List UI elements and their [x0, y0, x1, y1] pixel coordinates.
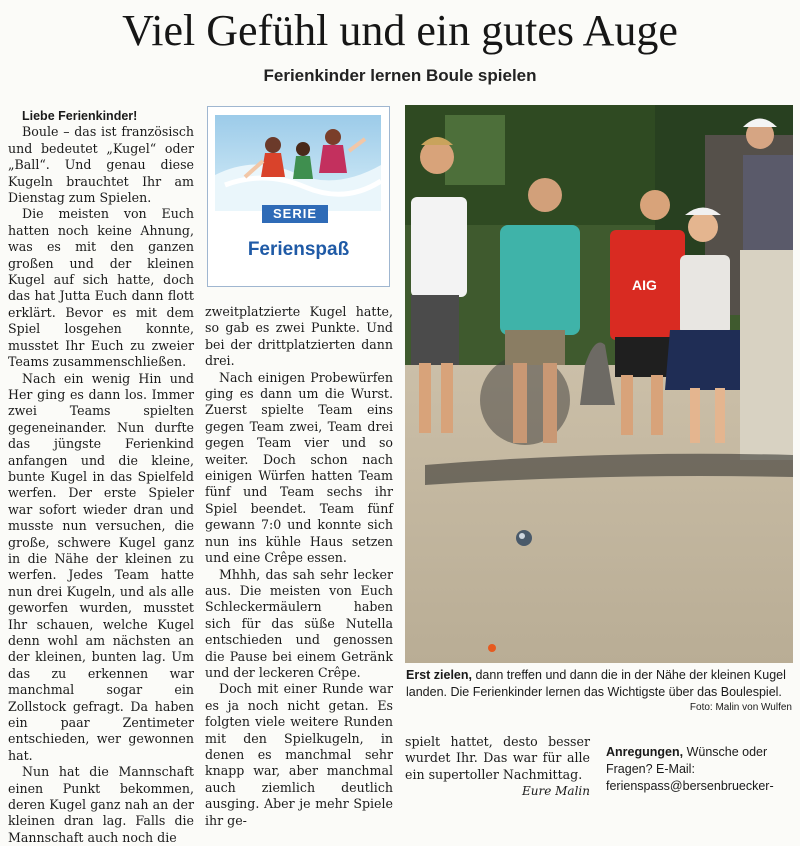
subheadline: Ferienkinder lernen Boule spielen — [263, 66, 537, 85]
serie-photo — [215, 115, 381, 211]
boule-photo — [405, 105, 793, 663]
caption-lead: Erst zielen, — [406, 668, 472, 682]
paragraph: Boule – das ist französisch und bedeutet „Kugel“ oder „Ball“. Und genau diese Kugeln brauchtet Ihr am Dienstag zum Spielen. — [8, 124, 194, 206]
contact-text: Wünsche oder Fragen? E-Mail: ferienspass@bersenbruecker- — [606, 745, 774, 793]
paragraph: Doch mit einer Runde war es ja noch nicht getan. Es folgten viele weitere Runden mit den Spielkugeln, in denen es manchmal sehr knapp war, aber manchmal auch ziemlich deutlich ausging. Aber je mehr Spiele ihr ge- — [205, 681, 393, 828]
caption-text: dann treffen und dann die in der Nähe der kleinen Kugel landen. Die Ferienkinder lernen das Wichtigste über das Boulespiel. — [406, 668, 786, 699]
paragraph: Nun hat die Mannschaft einen Punkt bekommen, deren Kugel ganz nah an der kleinen dran lag. Falls die Mannschaft auch noch die — [8, 764, 194, 845]
serie-tag: SERIE — [262, 205, 328, 223]
article-column-2 — [205, 304, 393, 829]
article-column-1 — [8, 108, 194, 846]
serie-box — [207, 106, 390, 287]
contact-box — [606, 744, 796, 795]
shirt-print: AIG — [632, 277, 657, 293]
headline: Viel Gefühl und ein gutes Auge — [122, 6, 678, 55]
article-column-3 — [405, 734, 590, 800]
paragraph: Nach einigen Probewürfen ging es dann um die Wurst. Zuerst spielte Team eins gegen Team zwei, Team drei gegen Team vier und so weiter. Doch schon nach einigen Würfen hatten Team fünf und Team sechs ihr Spiel beendet. Team fünf gewann 7:0 und konnte sich nun ins kühle Haus setzen und eine Crêpe essen. — [205, 369, 393, 566]
salutation: Liebe Ferienkinder! — [22, 109, 138, 123]
paragraph: Die meisten von Euch hatten noch keine Ahnung, was es mit den ganzen großen und der kleinen Kugel auf sich hatte, doch das hat Jutta Euch dann flott erklärt. Bevor es mit dem Spiel losgehen konnte, musstet Ihr Euch zu zweier Teams zusammenschließen. — [8, 206, 194, 370]
paragraph: spielt hattet, desto besser wurdet Ihr. Das war für alle ein supertoller Nachmittag. — [405, 734, 590, 782]
paragraph: zweitplatzierte Kugel hatte, so gab es zwei Punkte. Und bei der drittplatzierten dann drei. — [205, 304, 393, 369]
paragraph: Mhhh, das sah sehr lecker aus. Die meisten von Euch Schleckermäulern haben sich für das süße Nutella entschieden und genossen die Pause bei einem Getränk und der leckeren Crêpe. — [205, 566, 393, 680]
photo-caption — [406, 667, 792, 701]
signature: Eure Malin — [522, 784, 590, 799]
paragraph: Nach ein wenig Hin und Her ging es dann los. Immer zwei Teams spielten gegeneinander. Nun durfte das jüngste Ferienkind anfangen und die kleine, bunte Kugel in das Spielfeld werfen. Der erste Spieler war sofort wieder dran und musste nun versuchen, die große, schwere Kugel ganz in die Nähe der kleinen zu werfen. Jedes Team hatte nun drei Kugeln, und als alle geworfen wurden, musstet Ihr schauen, welche Kugel denn wohl am nächsten an der kleinen, bunten lag. Um das zu erkennen war manchmal sogar ein Zollstock gefragt. Da haben ein paar Zentimeter entschieden, wer gewonnen hat. — [8, 370, 194, 763]
photo-credit: Foto: Malin von Wulfen — [689, 702, 792, 713]
contact-lead: Anregungen, — [606, 745, 684, 759]
serie-title: Ferienspaß — [247, 239, 350, 260]
